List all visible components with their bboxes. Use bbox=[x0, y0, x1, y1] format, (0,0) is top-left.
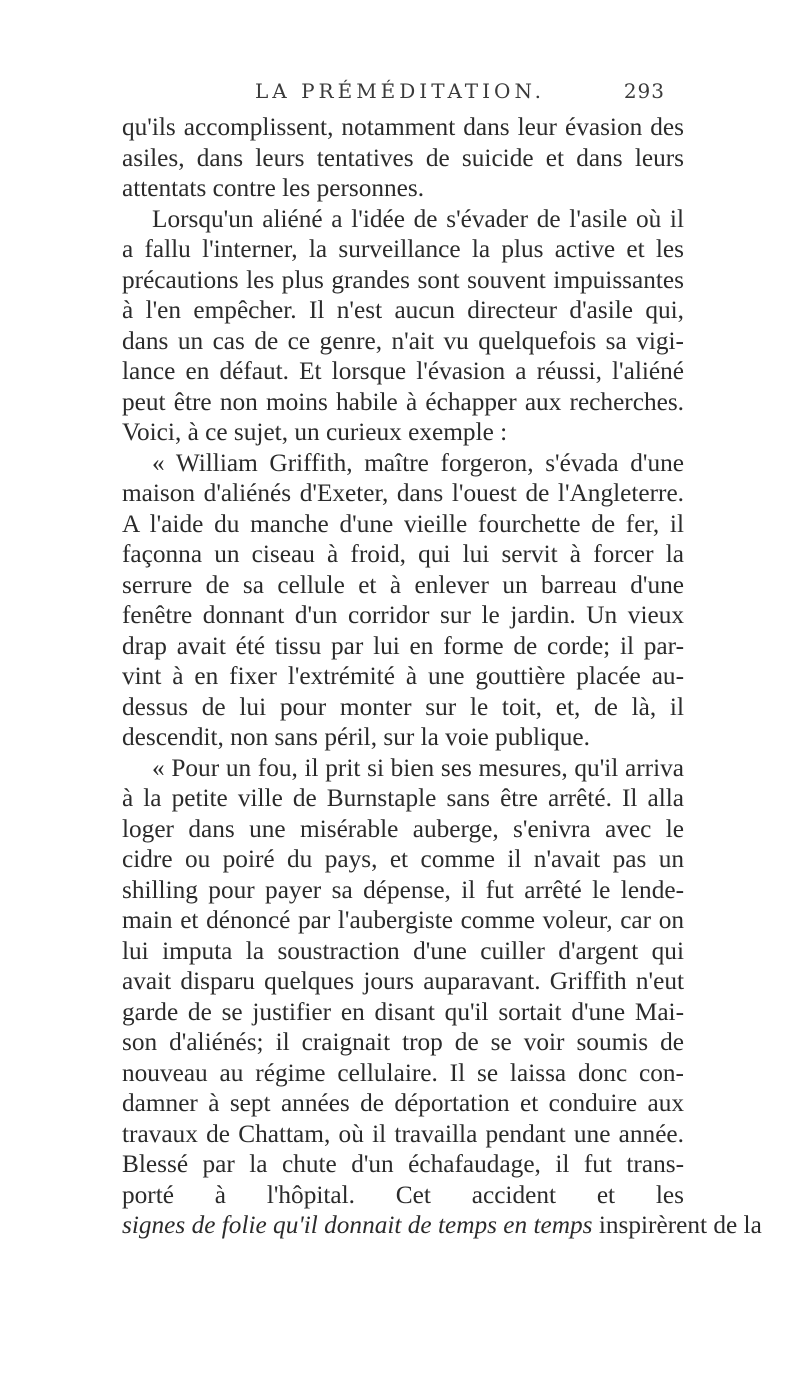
body-text bbox=[122, 112, 762, 1241]
text-line: cidre ou poiré du pays, et comme il n'avait pas un bbox=[122, 845, 684, 873]
text-line: travaux de Chattam, où il travailla pendant une année. bbox=[122, 1119, 684, 1148]
italic-phrase: signes de folie qu'il donnait de temps en temps bbox=[122, 1211, 593, 1239]
text-line: dans un cas de ce genre, n'ait vu quelquefois sa vigi- bbox=[122, 326, 684, 355]
text-line: qu'ils accomplissent, notamment dans leur évasion des bbox=[122, 113, 684, 141]
text-line: « William Griffith, maître forgeron, s'évada d'une bbox=[152, 448, 684, 477]
text-line: nouveau au régime cellulaire. Il se laissa donc con- bbox=[122, 1058, 684, 1087]
text-line: loger dans une misérable auberge, s'enivra avec le bbox=[122, 814, 684, 843]
text-line: avait disparu quelques jours auparavant. Griffith n'eut bbox=[122, 967, 684, 995]
text-line: asiles, dans leurs tentatives de suicide et dans leurs bbox=[122, 143, 684, 172]
text-line: attentats contre les personnes. bbox=[122, 174, 425, 202]
text-line: à la petite ville de Burnstaple sans être arrêté. Il alla bbox=[122, 784, 684, 812]
text-line: fenêtre donnant d'un corridor sur le jardin. Un vieux bbox=[122, 601, 684, 629]
text-line: « Pour un fou, il prit si bien ses mesures, qu'il arriva bbox=[152, 753, 684, 782]
text-line: descendit, non sans péril, sur la voie publique. bbox=[122, 723, 590, 751]
text-line: vint à en fixer l'extrémité à une gouttière placée au- bbox=[122, 662, 684, 690]
text-line: lui imputa la soustraction d'une cuiller d'argent qui bbox=[122, 936, 684, 965]
text-line: son d'aliénés; il craignait trop de se voir soumis de bbox=[122, 1028, 684, 1056]
text-line: peut être non moins habile à échapper aux recherches. bbox=[122, 387, 684, 416]
text-line: damner à sept années de déportation et conduire aux bbox=[122, 1089, 684, 1117]
text-line: garde de se justifier en disant qu'il sortait d'une Mai- bbox=[122, 997, 684, 1026]
running-header bbox=[255, 79, 665, 109]
page-number: 293 bbox=[623, 79, 665, 103]
text-line: dessus de lui pour monter sur le toit, et, de là, il bbox=[122, 692, 684, 721]
text-line: Blessé par la chute d'un échafaudage, il fut trans- bbox=[122, 1150, 684, 1178]
text-line: drap avait été tissu par lui en forme de corde; il par- bbox=[122, 631, 684, 660]
text-line: shilling pour payer sa dépense, il fut arrêté le lende- bbox=[122, 875, 684, 904]
text-line: porté à l'hôpital. Cet accident et les bbox=[122, 1180, 684, 1209]
text-line: main et dénoncé par l'aubergiste comme voleur, car on bbox=[122, 906, 684, 934]
line-tail: inspirèrent de la bbox=[592, 1211, 762, 1239]
text-line: maison d'aliénés d'Exeter, dans l'ouest de l'Angleterre. bbox=[122, 479, 684, 507]
text-line: Lorsqu'un aliéné a l'idée de s'évader de l'asile où il bbox=[152, 204, 684, 233]
text-line: serrure de sa cellule et à enlever un barreau d'une bbox=[122, 570, 684, 599]
text-line: précautions les plus grandes sont souvent impuissantes bbox=[122, 265, 684, 294]
text-line: a fallu l'interner, la surveillance la plus active et les bbox=[122, 235, 684, 263]
text-line: à l'en empêcher. Il n'est aucun directeur d'asile qui, bbox=[122, 296, 684, 324]
text-line: façonna un ciseau à froid, qui lui servit à forcer la bbox=[122, 540, 684, 568]
text-line: Voici, à ce sujet, un curieux exemple : bbox=[122, 418, 508, 446]
text-line: A l'aide du manche d'une vieille fourchette de fer, il bbox=[122, 509, 684, 538]
text-line: lance en défaut. Et lorsque l'évasion a réussi, l'aliéné bbox=[122, 357, 684, 385]
text-line-final bbox=[122, 1210, 762, 1241]
running-title: LA PRÉMÉDITATION. bbox=[255, 79, 546, 103]
